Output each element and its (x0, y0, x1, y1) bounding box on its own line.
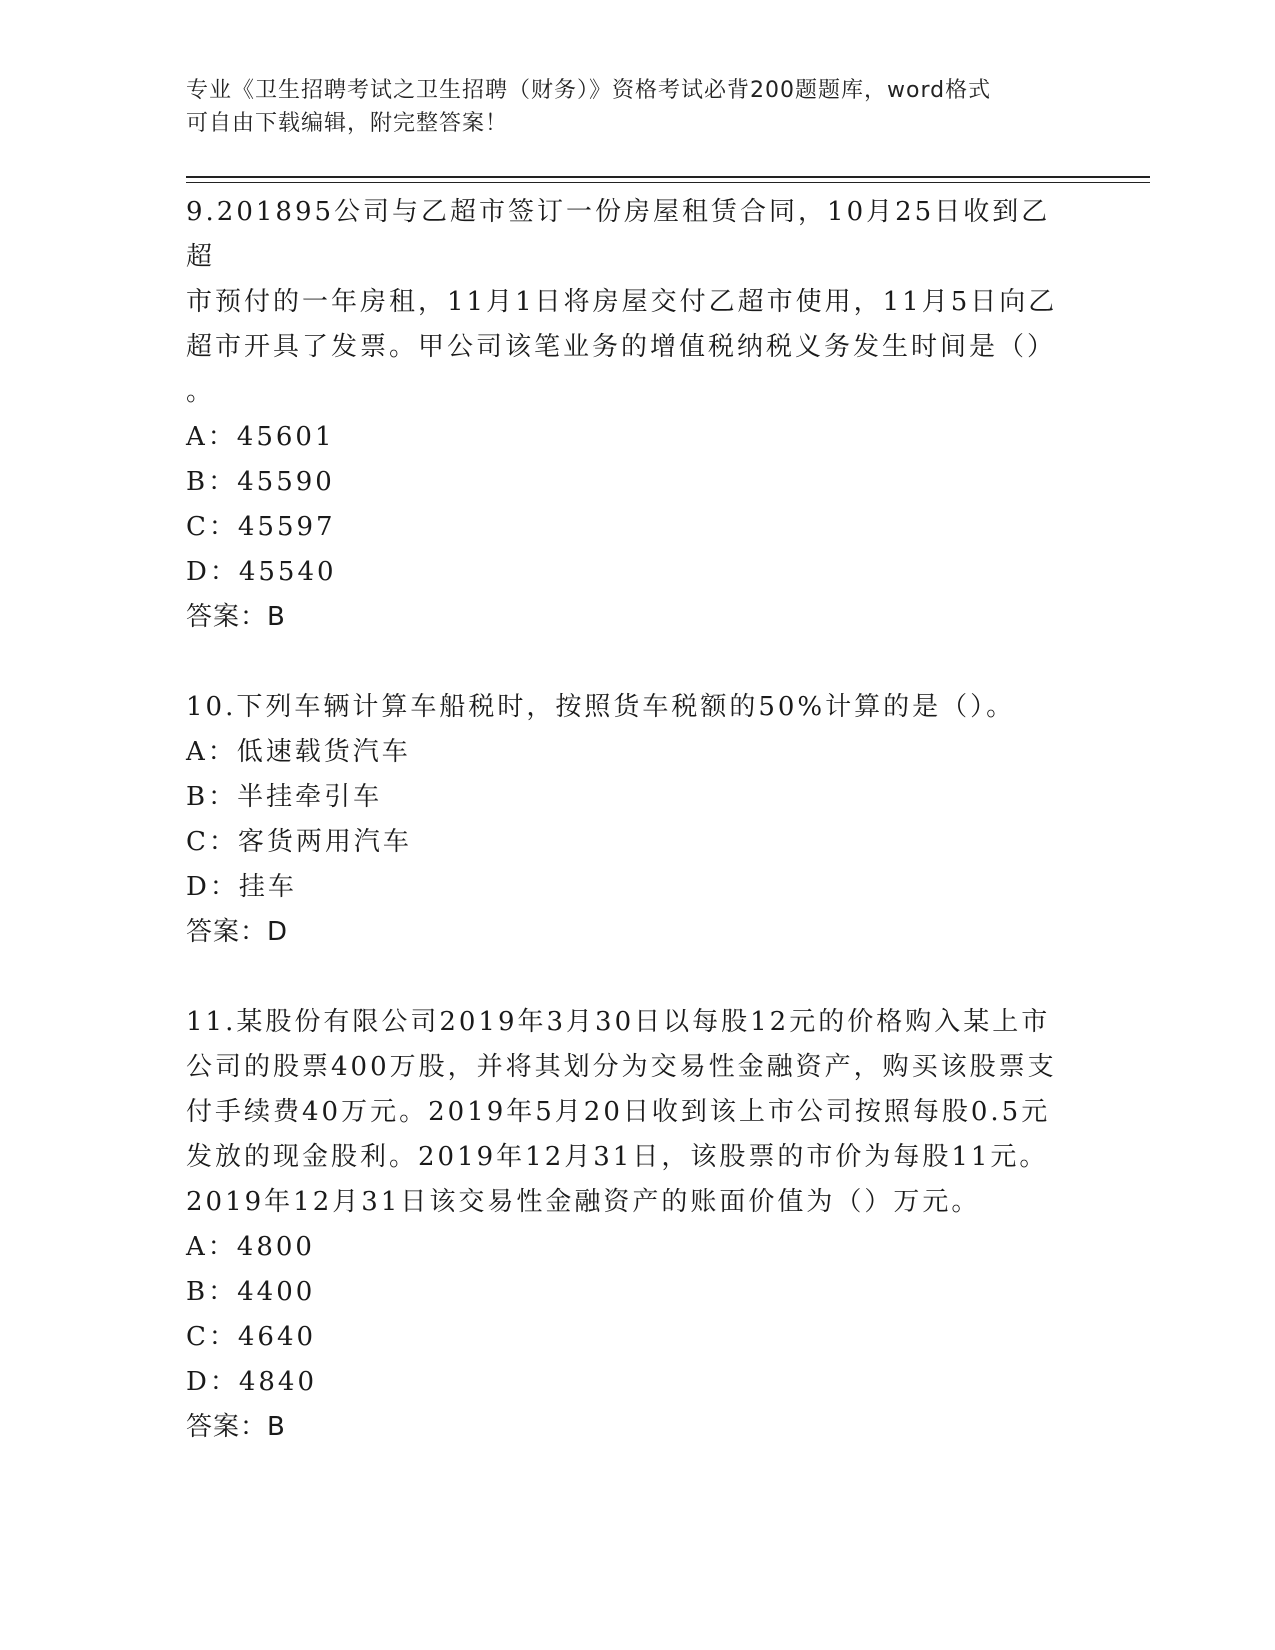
question-list (186, 190, 1066, 1495)
document-header (186, 74, 1066, 140)
question-stem: 10.下列车辆计算车船税时，按照货车税额的50%计算的是（）。 (186, 692, 1016, 722)
question-stem: 9.201895公司与乙超市签订一份房屋租赁合同，10月25日收到乙超 市预付的一年房租，11月1日将房屋交付乙超市使用，11月5日向乙 超市开具了发票。甲公司该笔业务的增值税纳税义务发生时间是（） 。 (186, 197, 1058, 407)
option-a: A：45601 (186, 422, 335, 452)
question-10 (186, 685, 1066, 955)
answer-value: B (267, 602, 286, 632)
option-c: C：45597 (186, 512, 336, 542)
option-c: C：4640 (186, 1322, 317, 1352)
question-11 (186, 1000, 1066, 1450)
question-stem: 11.某股份有限公司2019年3月30日以每股12元的价格购入某上市 公司的股票400万股，并将其划分为交易性金融资产，购买该股票支 付手续费40万元。2019年5月20日收到该上市公司按照每股0.5元 发放的现金股利。2019年12月31日，该股票的市价为每股11元。 2019年12月31日该交易性金融资产的账面价值为（）万元。 (186, 1007, 1057, 1217)
answer-value: D (267, 917, 289, 947)
header-rule-thin (186, 182, 1150, 183)
answer-label: 答案： (186, 1412, 268, 1442)
option-b: B：45590 (186, 467, 335, 497)
header-line-2: 可自由下载编辑，附完整答案！ (186, 111, 509, 136)
option-d: D：4840 (186, 1367, 318, 1397)
option-a: A：低速载货汽车 (186, 737, 411, 767)
option-c: C：客货两用汽车 (186, 827, 412, 857)
answer (186, 910, 1066, 955)
header-line-1: 专业《卫生招聘考试之卫生招聘（财务）》资格考试必背200题题库，word格式 (186, 78, 992, 103)
header-rule-thick (186, 176, 1150, 178)
answer-value: B (267, 1412, 286, 1442)
answer-label: 答案： (186, 602, 268, 632)
answer-label: 答案： (186, 917, 268, 947)
option-a: A：4800 (186, 1232, 315, 1262)
question-9 (186, 190, 1066, 640)
answer (186, 595, 1066, 640)
option-d: D：45540 (186, 557, 337, 587)
option-d: D：挂车 (186, 872, 297, 902)
option-b: B：半挂牵引车 (186, 782, 383, 812)
option-b: B：4400 (186, 1277, 316, 1307)
answer (186, 1405, 1066, 1450)
